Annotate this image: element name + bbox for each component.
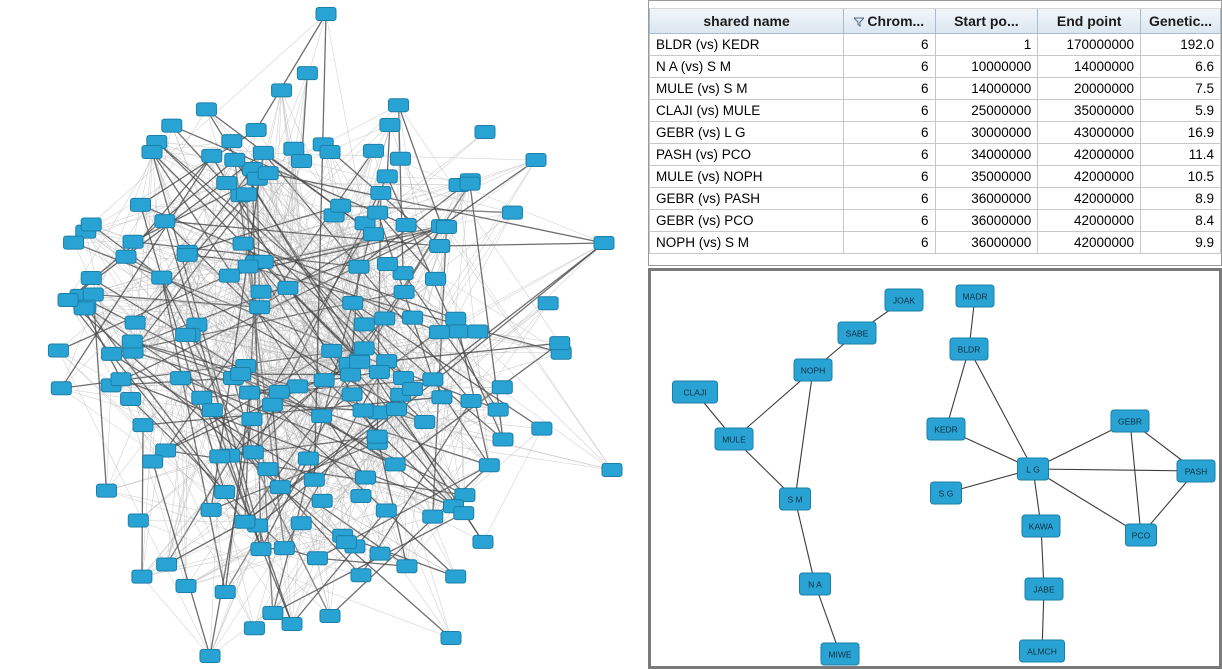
filter-icon xyxy=(854,17,864,27)
network-node[interactable] xyxy=(780,488,811,510)
network-node[interactable] xyxy=(64,236,84,249)
small-network-panel[interactable] xyxy=(648,268,1222,669)
small-network-nodes[interactable] xyxy=(673,285,1216,665)
node-label: KEDR xyxy=(934,424,958,435)
network-node[interactable] xyxy=(269,385,289,398)
network-node[interactable] xyxy=(370,547,390,560)
cell-shared-name: GEBR (vs) PASH xyxy=(650,188,844,210)
network-node[interactable] xyxy=(314,374,334,387)
cell-shared-name: NOPH (vs) S M xyxy=(650,232,844,254)
chromosome-header-label: Chrom... xyxy=(867,13,925,29)
network-node[interactable] xyxy=(423,510,443,523)
node-label: BLDR xyxy=(957,344,981,355)
cell-chromosome: 6 xyxy=(844,34,935,56)
network-node[interactable] xyxy=(237,188,257,201)
network-node[interactable] xyxy=(238,260,258,273)
network-node[interactable] xyxy=(1177,460,1215,482)
network-node[interactable] xyxy=(123,235,143,248)
cell-start-point: 36000000 xyxy=(935,232,1038,254)
network-edge xyxy=(1130,421,1141,535)
node-label: PCO xyxy=(1131,530,1151,541)
network-node[interactable] xyxy=(116,250,136,263)
node-label: JOAK xyxy=(892,295,916,306)
network-node[interactable] xyxy=(931,482,962,504)
network-node[interactable] xyxy=(210,450,230,463)
cell-end-point: 170000000 xyxy=(1038,34,1141,56)
table-row[interactable] xyxy=(650,144,1221,166)
network-node[interactable] xyxy=(235,515,255,528)
network-node[interactable] xyxy=(387,403,407,416)
network-node[interactable] xyxy=(479,459,499,472)
network-node[interactable] xyxy=(367,430,387,443)
network-node[interactable] xyxy=(143,455,163,468)
network-node[interactable] xyxy=(192,391,212,404)
table-row[interactable] xyxy=(650,78,1221,100)
network-node[interactable] xyxy=(368,206,388,219)
cell-chromosome: 6 xyxy=(844,122,935,144)
table-row[interactable] xyxy=(650,34,1221,56)
network-node[interactable] xyxy=(415,415,435,428)
network-node[interactable] xyxy=(376,504,396,517)
table-row[interactable] xyxy=(650,122,1221,144)
network-node[interactable] xyxy=(242,413,262,426)
network-node[interactable] xyxy=(355,471,375,484)
table-row[interactable] xyxy=(650,210,1221,232)
cell-chromosome: 6 xyxy=(844,188,935,210)
column-header-start-point[interactable] xyxy=(935,9,1038,34)
network-edge xyxy=(133,152,152,242)
node-label: S M xyxy=(787,494,803,505)
network-edge xyxy=(361,303,548,575)
network-node[interactable] xyxy=(258,463,278,476)
cell-chromosome: 6 xyxy=(844,232,935,254)
end-point-header-label: End point xyxy=(1056,13,1122,29)
network-node[interactable] xyxy=(157,558,177,571)
network-node[interactable] xyxy=(353,404,373,417)
column-header-chromosome[interactable] xyxy=(844,9,935,34)
cell-start-point: 36000000 xyxy=(935,188,1038,210)
table-top-spacer xyxy=(649,1,1221,9)
cell-genetic: 192.0 xyxy=(1141,34,1221,56)
network-node[interactable] xyxy=(142,146,162,159)
cell-chromosome: 6 xyxy=(844,56,935,78)
network-node[interactable] xyxy=(177,248,197,261)
network-node[interactable] xyxy=(602,464,622,477)
network-node[interactable] xyxy=(493,433,513,446)
cell-shared-name: GEBR (vs) L G xyxy=(650,122,844,144)
cell-start-point: 35000000 xyxy=(935,166,1038,188)
network-node[interactable] xyxy=(927,418,965,440)
network-node[interactable] xyxy=(377,257,397,270)
cell-chromosome: 6 xyxy=(844,166,935,188)
network-node[interactable] xyxy=(1020,640,1065,662)
node-label: KAWA xyxy=(1028,521,1054,532)
cell-start-point: 30000000 xyxy=(935,122,1038,144)
cell-genetic: 5.9 xyxy=(1141,100,1221,122)
network-node[interactable] xyxy=(336,536,356,549)
network-node[interactable] xyxy=(341,368,361,381)
edge-table[interactable] xyxy=(649,9,1221,254)
network-node[interactable] xyxy=(1018,458,1049,480)
cell-shared-name: MULE (vs) S M xyxy=(650,78,844,100)
network-edge xyxy=(795,499,815,584)
cell-start-point: 36000000 xyxy=(935,210,1038,232)
network-node[interactable] xyxy=(282,618,302,631)
network-node[interactable] xyxy=(320,610,340,623)
cell-end-point: 42000000 xyxy=(1038,144,1141,166)
network-edge xyxy=(314,480,453,507)
network-node[interactable] xyxy=(794,359,832,381)
cell-shared-name: MULE (vs) NOPH xyxy=(650,166,844,188)
network-node[interactable] xyxy=(83,288,103,301)
cell-start-point: 14000000 xyxy=(935,78,1038,100)
network-node[interactable] xyxy=(121,393,141,406)
node-label: SABE xyxy=(845,328,869,339)
genetic-header-label: Genetic... xyxy=(1149,13,1213,29)
network-node[interactable] xyxy=(331,199,351,212)
cell-chromosome: 6 xyxy=(844,78,935,100)
network-edge xyxy=(292,523,301,624)
table-header-row xyxy=(650,9,1221,34)
network-node[interactable] xyxy=(429,326,449,339)
network-node[interactable] xyxy=(449,325,469,338)
network-node[interactable] xyxy=(446,570,466,583)
network-node[interactable] xyxy=(231,368,251,381)
cell-shared-name: GEBR (vs) PCO xyxy=(650,210,844,232)
network-node[interactable] xyxy=(263,606,283,619)
cell-end-point: 35000000 xyxy=(1038,100,1141,122)
node-label: L G xyxy=(1026,464,1040,475)
network-node[interactable] xyxy=(475,126,495,139)
column-header-shared-name[interactable] xyxy=(650,9,844,34)
network-node[interactable] xyxy=(176,328,196,341)
node-label: NOPH xyxy=(800,365,826,376)
cell-end-point: 42000000 xyxy=(1038,188,1141,210)
cell-chromosome: 6 xyxy=(844,144,935,166)
cell-genetic: 16.9 xyxy=(1141,122,1221,144)
cell-start-point: 1 xyxy=(935,34,1038,56)
network-node[interactable] xyxy=(253,146,273,159)
network-node[interactable] xyxy=(270,481,290,494)
cell-genetic: 10.5 xyxy=(1141,166,1221,188)
network-node[interactable] xyxy=(322,344,342,357)
network-node[interactable] xyxy=(473,535,493,548)
network-node[interactable] xyxy=(394,285,414,298)
network-node[interactable] xyxy=(196,103,216,116)
network-node[interactable] xyxy=(96,484,116,497)
table-row[interactable] xyxy=(650,166,1221,188)
network-node[interactable] xyxy=(532,422,552,435)
network-node[interactable] xyxy=(1022,515,1060,537)
network-node[interactable] xyxy=(284,142,304,155)
network-node[interactable] xyxy=(102,347,122,360)
cell-genetic: 6.6 xyxy=(1141,56,1221,78)
cell-shared-name: CLAJI (vs) MULE xyxy=(650,100,844,122)
network-node[interactable] xyxy=(838,322,876,344)
network-node[interactable] xyxy=(202,404,222,417)
network-node[interactable] xyxy=(403,311,423,324)
network-node[interactable] xyxy=(397,560,417,573)
network-node[interactable] xyxy=(800,573,831,595)
network-node[interactable] xyxy=(492,381,512,394)
network-node[interactable] xyxy=(233,237,253,250)
small-network-graph[interactable] xyxy=(651,271,1219,666)
network-node[interactable] xyxy=(423,373,443,386)
network-node[interactable] xyxy=(298,452,318,465)
network-node[interactable] xyxy=(385,458,405,471)
network-node[interactable] xyxy=(885,289,923,311)
network-node[interactable] xyxy=(307,552,327,565)
network-node[interactable] xyxy=(673,381,718,403)
column-header-end-point[interactable] xyxy=(1038,9,1141,34)
network-node[interactable] xyxy=(350,355,370,368)
network-node[interactable] xyxy=(343,296,363,309)
network-node[interactable] xyxy=(488,403,508,416)
network-node[interactable] xyxy=(152,271,172,284)
network-edge xyxy=(795,370,813,499)
network-node[interactable] xyxy=(258,167,278,180)
network-edge xyxy=(442,226,612,470)
network-node[interactable] xyxy=(1126,524,1157,546)
network-node[interactable] xyxy=(432,391,452,404)
network-node[interactable] xyxy=(402,382,422,395)
table-row[interactable] xyxy=(650,56,1221,78)
network-node[interactable] xyxy=(425,272,445,285)
table-row[interactable] xyxy=(650,232,1221,254)
cell-genetic: 11.4 xyxy=(1141,144,1221,166)
network-node[interactable] xyxy=(550,337,570,350)
network-node[interactable] xyxy=(81,271,101,284)
edge-table-panel[interactable] xyxy=(648,0,1222,266)
cell-end-point: 20000000 xyxy=(1038,78,1141,100)
network-node[interactable] xyxy=(176,580,196,593)
network-node[interactable] xyxy=(244,622,264,635)
network-node[interactable] xyxy=(201,503,221,516)
network-edge xyxy=(1033,469,1196,471)
network-node[interactable] xyxy=(219,269,239,282)
network-node[interactable] xyxy=(454,507,474,520)
table-row[interactable] xyxy=(650,100,1221,122)
network-node[interactable] xyxy=(132,570,152,583)
network-node[interactable] xyxy=(131,198,151,211)
network-edge xyxy=(91,14,326,225)
network-node[interactable] xyxy=(171,372,191,385)
network-node[interactable] xyxy=(342,388,362,401)
network-node[interactable] xyxy=(251,543,271,556)
cell-genetic: 8.9 xyxy=(1141,188,1221,210)
network-node[interactable] xyxy=(351,569,371,582)
node-label: PASH xyxy=(1184,466,1208,477)
network-node[interactable] xyxy=(436,221,456,234)
network-node[interactable] xyxy=(371,187,391,200)
cell-chromosome: 6 xyxy=(844,100,935,122)
network-node[interactable] xyxy=(125,316,145,329)
cell-end-point: 14000000 xyxy=(1038,56,1141,78)
shared-name-header-label: shared name xyxy=(703,13,790,29)
network-node[interactable] xyxy=(363,228,383,241)
node-label: S G xyxy=(938,488,954,499)
network-node[interactable] xyxy=(446,312,466,325)
node-label: ALMCH xyxy=(1027,646,1057,657)
network-node[interactable] xyxy=(162,119,182,132)
cell-start-point: 25000000 xyxy=(935,100,1038,122)
cell-chromosome: 6 xyxy=(844,210,935,232)
network-node[interactable] xyxy=(111,373,131,386)
network-edge xyxy=(398,105,463,513)
network-node[interactable] xyxy=(262,398,282,411)
network-node[interactable] xyxy=(240,386,260,399)
network-node[interactable] xyxy=(202,149,222,162)
network-node[interactable] xyxy=(272,84,292,97)
cell-end-point: 43000000 xyxy=(1038,122,1141,144)
start-point-header-label: Start po... xyxy=(954,13,1019,29)
network-node[interactable] xyxy=(215,485,235,498)
network-node[interactable] xyxy=(956,285,994,307)
network-node[interactable] xyxy=(390,152,410,165)
network-node[interactable] xyxy=(1111,410,1149,432)
network-node[interactable] xyxy=(58,294,78,307)
network-node[interactable] xyxy=(821,643,859,665)
network-node[interactable] xyxy=(380,118,400,131)
network-node[interactable] xyxy=(312,410,332,423)
network-node[interactable] xyxy=(243,446,263,459)
network-node[interactable] xyxy=(278,281,298,294)
cell-start-point: 10000000 xyxy=(935,56,1038,78)
network-node[interactable] xyxy=(217,176,237,189)
cell-start-point: 34000000 xyxy=(935,144,1038,166)
network-node[interactable] xyxy=(81,218,101,231)
node-label: MULE xyxy=(722,434,746,445)
node-label: GEBR xyxy=(1117,416,1143,427)
network-node[interactable] xyxy=(155,215,175,228)
network-node[interactable] xyxy=(316,8,336,21)
network-node[interactable] xyxy=(251,285,271,298)
column-header-genetic[interactable] xyxy=(1141,9,1221,34)
network-node[interactable] xyxy=(369,366,389,379)
network-node[interactable] xyxy=(594,237,614,250)
network-node[interactable] xyxy=(274,542,294,555)
network-node[interactable] xyxy=(122,335,142,348)
network-edge xyxy=(946,349,969,429)
network-node[interactable] xyxy=(297,67,317,80)
network-edge xyxy=(969,349,1033,469)
cell-end-point: 42000000 xyxy=(1038,210,1141,232)
network-node[interactable] xyxy=(526,154,546,167)
network-node[interactable] xyxy=(128,514,148,527)
network-node[interactable] xyxy=(250,301,270,314)
network-node[interactable] xyxy=(461,394,481,407)
network-node[interactable] xyxy=(468,325,488,338)
network-node[interactable] xyxy=(538,297,558,310)
cell-genetic: 7.5 xyxy=(1141,78,1221,100)
network-node[interactable] xyxy=(246,123,266,136)
cell-shared-name: PASH (vs) PCO xyxy=(650,144,844,166)
network-node[interactable] xyxy=(430,239,450,252)
table-body[interactable] xyxy=(650,34,1221,254)
network-node[interactable] xyxy=(363,144,383,157)
network-node[interactable] xyxy=(349,260,369,273)
node-label: MIWE xyxy=(828,649,852,660)
network-node[interactable] xyxy=(715,428,753,450)
cell-shared-name: BLDR (vs) KEDR xyxy=(650,34,844,56)
node-label: MADR xyxy=(962,291,988,302)
network-edge xyxy=(440,243,604,246)
network-node[interactable] xyxy=(1025,578,1063,600)
network-node[interactable] xyxy=(291,517,311,530)
network-node[interactable] xyxy=(950,338,988,360)
network-node[interactable] xyxy=(396,218,416,231)
cell-end-point: 42000000 xyxy=(1038,232,1141,254)
network-node[interactable] xyxy=(288,380,308,393)
cell-genetic: 8.4 xyxy=(1141,210,1221,232)
network-node[interactable] xyxy=(304,473,324,486)
node-label: JABE xyxy=(1033,584,1055,595)
network-node[interactable] xyxy=(502,206,522,219)
network-node[interactable] xyxy=(351,489,371,502)
cell-end-point: 42000000 xyxy=(1038,166,1141,188)
network-node[interactable] xyxy=(441,632,461,645)
network-node[interactable] xyxy=(312,494,332,507)
network-node[interactable] xyxy=(354,318,374,331)
network-node[interactable] xyxy=(354,342,374,355)
network-node[interactable] xyxy=(215,586,235,599)
network-node[interactable] xyxy=(225,153,245,166)
network-node[interactable] xyxy=(222,135,242,148)
network-node[interactable] xyxy=(133,419,153,432)
network-node[interactable] xyxy=(460,177,480,190)
node-label: CLAJI xyxy=(683,387,707,398)
network-node[interactable] xyxy=(320,146,340,159)
network-node[interactable] xyxy=(200,650,220,663)
network-node[interactable] xyxy=(375,312,395,325)
network-edge xyxy=(58,351,165,451)
network-node[interactable] xyxy=(377,170,397,183)
table-row[interactable] xyxy=(650,188,1221,210)
network-node[interactable] xyxy=(292,154,312,167)
cell-shared-name: N A (vs) S M xyxy=(650,56,844,78)
cell-genetic: 9.9 xyxy=(1141,232,1221,254)
network-node[interactable] xyxy=(51,382,71,395)
node-label: N A xyxy=(808,579,822,590)
network-node[interactable] xyxy=(388,99,408,112)
network-node[interactable] xyxy=(48,344,68,357)
network-edge xyxy=(142,425,143,576)
